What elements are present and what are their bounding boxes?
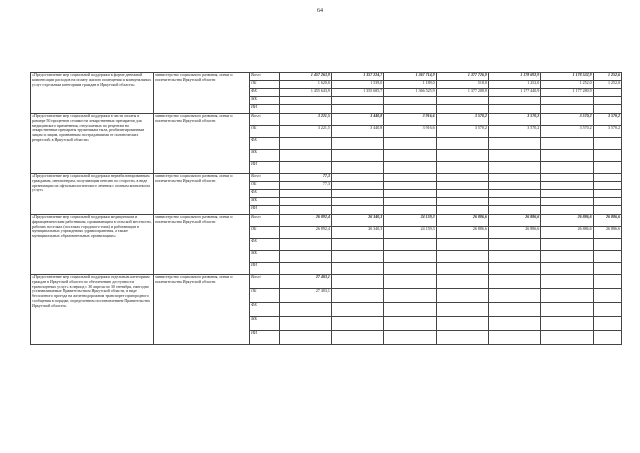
amount-cell [541,182,593,190]
amount-cell [541,150,593,162]
amount-cell [331,206,383,215]
amount-cell: 1 177 280,9 [541,89,593,97]
amount-cell [279,105,331,114]
amount-cell [331,251,383,263]
amount-cell [279,162,331,174]
amount-cell: 26 340,3 [331,215,383,227]
amount-cell: 3 570,2 [541,126,593,138]
amount-cell: 1 355 685,7 [331,89,383,97]
amount-cell [331,289,383,303]
amount-cell: 3 570,2 [593,126,621,138]
funding-source-cell: ФБ [250,89,279,97]
table-row [31,215,622,227]
amount-cell [436,206,488,215]
amount-cell [331,174,383,182]
amount-cell [436,289,488,303]
table-row [31,73,622,81]
funding-source-cell: ИИ [250,263,279,275]
amount-cell [279,138,331,150]
funding-source-cell: Всего [250,73,279,81]
amount-cell [279,239,331,251]
measure-description: «Предоставление мер социальной поддержки отдельным категориям граждан в Иркутской области по обеспечению доступности транспортных услуг» в период с 30 апреля по 30 сентября, ежегодно устанавливаемые Правительством Иркутской области, в виде бесплатного проезда на железнодорожном транспорте пригородного сообщения в порядке, определенном постановлением Правительства Иркутской области» [31,275,154,345]
amount-cell [593,275,621,289]
amount-cell: 27 403,1 [279,275,331,289]
amount-cell [384,182,436,190]
funding-source-cell: ИИ [250,206,279,215]
funding-source-cell: ОБ [250,182,279,190]
amount-cell [541,198,593,206]
amount-cell [279,150,331,162]
amount-cell [488,174,540,182]
amount-cell [593,331,621,345]
amount-cell [384,263,436,275]
amount-cell [436,162,488,174]
funding-source-cell: Всего [250,275,279,289]
amount-cell [488,331,540,345]
amount-cell [593,182,621,190]
executor-cell: министерство социального развития, опеки и попечительства Иркутской области [154,73,250,114]
amount-cell [541,162,593,174]
amount-cell [279,263,331,275]
amount-cell [488,150,540,162]
amount-cell: 26 886,6 [488,227,540,239]
amount-cell [541,190,593,198]
funding-source-cell: ОБ [250,81,279,89]
amount-cell [593,251,621,263]
amount-cell: 3 570,2 [436,126,488,138]
amount-cell: 24 159,3 [384,215,436,227]
amount-cell: 1 377 208,9 [436,89,488,97]
executor-cell: министерство социального развития, опеки и попечительства Иркутской области [154,275,250,345]
amount-cell: 3 916,6 [384,114,436,126]
amount-cell [541,239,593,251]
amount-cell: 1 252,0 [541,81,593,89]
amount-cell: 1 366 525,9 [384,89,436,97]
amount-cell [593,317,621,331]
measure-description: «Предоставление мер социальной поддержки медицинским и фармацевтическим работникам, проживающим в сельской местности, рабочих поселках (поселках городского типа) и работающим в муниципальных учреждениях здравоохранения, а также муниципальных образовательных организациях» [31,215,154,275]
funding-source-cell: ИИ [250,162,279,174]
amount-cell: 1 620,0 [279,81,331,89]
amount-cell: 26 340,3 [331,227,383,239]
amount-cell: 1 455 643,9 [279,89,331,97]
amount-cell [541,275,593,289]
amount-cell [279,317,331,331]
amount-cell: 3 440,8 [331,126,383,138]
amount-cell [384,174,436,182]
amount-cell [384,138,436,150]
funding-source-cell: ИИ [250,331,279,345]
funding-table [30,72,622,345]
amount-cell: 77,3 [279,174,331,182]
funding-source-cell: МБ [250,198,279,206]
amount-cell [384,190,436,198]
amount-cell [331,150,383,162]
amount-cell [384,275,436,289]
amount-cell [488,97,540,105]
amount-cell [436,190,488,198]
amount-cell [593,190,621,198]
amount-cell [488,206,540,215]
amount-cell [541,206,593,215]
amount-cell [331,162,383,174]
measure-description: «Предоставление мер социальной поддержки в части оплаты в размере 50 процентов стоимости лекарственных препаратов для медицинского применения, отпускаемых по рецептам на лекарственные препараты труженикам тыла, реабилитированным лицам и лицам, признанным пострадавшими от политических репрессий, в Иркутской области» [31,114,154,174]
funding-source-cell: Всего [250,114,279,126]
amount-cell [541,97,593,105]
amount-cell [331,105,383,114]
amount-cell [384,198,436,206]
amount-cell: 26 886,6 [541,227,593,239]
amount-cell [593,105,621,114]
funding-source-cell: ОБ [250,227,279,239]
amount-cell [436,317,488,331]
executor-cell: министерство социального развития, опеки и попечительства Иркутской области [154,114,250,174]
amount-cell [593,150,621,162]
amount-cell [436,97,488,105]
amount-cell [541,317,593,331]
funding-source-cell: ИИ [250,105,279,114]
amount-cell [384,105,436,114]
amount-cell [384,97,436,105]
amount-cell: 3 221,5 [279,126,331,138]
amount-cell [384,239,436,251]
amount-cell: 1 252,0 [488,81,540,89]
amount-cell: 1 178 692,9 [488,73,540,81]
amount-cell: 1 252,0 [593,81,621,89]
amount-cell [593,263,621,275]
amount-cell [279,190,331,198]
amount-cell [384,162,436,174]
amount-cell [593,289,621,303]
amount-cell [541,138,593,150]
amount-cell: 1 539,0 [331,81,383,89]
amount-cell [331,97,383,105]
amount-cell [279,206,331,215]
amount-cell [541,303,593,317]
funding-source-cell: ФБ [250,138,279,150]
funding-source-cell: ОБ [250,126,279,138]
amount-cell [488,303,540,317]
funding-source-cell: МБ [250,150,279,162]
amount-cell [384,303,436,317]
amount-cell [384,251,436,263]
amount-cell [488,182,540,190]
amount-cell [541,105,593,114]
funding-source-cell: ФБ [250,303,279,317]
amount-cell [331,190,383,198]
amount-cell [488,289,540,303]
amount-cell: 1 377 726,9 [436,73,488,81]
amount-cell [488,198,540,206]
amount-cell [279,97,331,105]
amount-cell [488,251,540,263]
amount-cell [331,331,383,345]
amount-cell [436,263,488,275]
amount-cell [384,289,436,303]
amount-cell [541,251,593,263]
amount-cell: 518,0 [436,81,488,89]
amount-cell [436,275,488,289]
amount-cell [593,206,621,215]
amount-cell: 77,3 [279,182,331,190]
amount-cell [488,162,540,174]
amount-cell [593,162,621,174]
page-number: 64 [317,8,323,14]
amount-cell [436,105,488,114]
amount-cell [279,303,331,317]
amount-cell [436,150,488,162]
amount-cell [279,198,331,206]
amount-cell: 26 886,6 [488,215,540,227]
amount-cell [436,174,488,182]
amount-cell [331,138,383,150]
amount-cell [541,289,593,303]
funding-source-cell: МБ [250,317,279,331]
amount-cell: 3 570,2 [488,126,540,138]
amount-cell: 3 916,6 [384,126,436,138]
amount-cell [384,206,436,215]
funding-source-cell: ФБ [250,239,279,251]
amount-cell [488,317,540,331]
amount-cell: 1 252,6 [593,73,621,81]
amount-cell [331,275,383,289]
amount-cell: 3 221,5 [279,114,331,126]
amount-cell: 26 886,6 [436,215,488,227]
amount-cell: 26 892,4 [279,227,331,239]
amount-cell [541,174,593,182]
amount-cell [331,182,383,190]
amount-cell: 3 440,8 [331,114,383,126]
amount-cell: 3 570,2 [436,114,488,126]
amount-cell [593,97,621,105]
amount-cell [331,303,383,317]
amount-cell [436,239,488,251]
amount-cell: 3 570,2 [593,114,621,126]
amount-cell [331,263,383,275]
amount-cell [279,331,331,345]
amount-cell [279,251,331,263]
amount-cell: 27 403,1 [279,289,331,303]
amount-cell [488,138,540,150]
amount-cell: 1 367 714,9 [384,73,436,81]
amount-cell [593,239,621,251]
amount-cell [436,182,488,190]
amount-cell: 24 159,3 [384,227,436,239]
amount-cell: 26 886,6 [593,227,621,239]
funding-source-cell: МБ [250,97,279,105]
amount-cell [593,174,621,182]
funding-source-cell: ФБ [250,190,279,198]
table-row [31,174,622,182]
amount-cell: 26 886,6 [593,215,621,227]
amount-cell: 26 892,4 [279,215,331,227]
amount-cell [488,190,540,198]
amount-cell [593,138,621,150]
amount-cell [436,198,488,206]
amount-cell [436,303,488,317]
executor-cell: министерство социального развития, опеки и попечительства Иркутской области [154,174,250,215]
amount-cell: 26 886,6 [436,227,488,239]
amount-cell [488,105,540,114]
amount-cell [593,198,621,206]
amount-cell: 3 570,2 [488,114,540,126]
amount-cell: 1 457 263,9 [279,73,331,81]
amount-cell [541,331,593,345]
funding-source-cell: Всего [250,215,279,227]
amount-cell: 1 189,0 [384,81,436,89]
funding-source-cell: Всего [250,174,279,182]
amount-cell [436,331,488,345]
amount-cell: 1 177 440,9 [488,89,540,97]
amount-cell [541,263,593,275]
amount-cell [331,317,383,331]
amount-cell [488,275,540,289]
table-row [31,275,622,289]
amount-cell: 26 886,6 [541,215,593,227]
funding-source-cell: МБ [250,251,279,263]
amount-cell [331,239,383,251]
amount-cell [593,89,621,97]
measure-description: «Предоставление мер социальной поддержки нереабилитированным гражданам, пенсионерам, получающим пенсию по старости, в виде организации их офтальмологического лечения с полным комплексом услуг» [31,174,154,215]
amount-cell [436,251,488,263]
amount-cell [436,138,488,150]
amount-cell [384,150,436,162]
amount-cell [593,303,621,317]
amount-cell: 1 178 532,9 [541,73,593,81]
amount-cell: 1 357 224,7 [331,73,383,81]
executor-cell: министерство социального развития, опеки и попечительства Иркутской области [154,215,250,275]
amount-cell: 3 570,2 [541,114,593,126]
amount-cell [384,317,436,331]
measure-description: «Предоставление мер социальной поддержки в форме денежной компенсации расходов на оплату жилого помещения и коммунальных услуг отдельным категориям граждан в Иркутской области» [31,73,154,114]
amount-cell [384,331,436,345]
amount-cell [488,239,540,251]
funding-source-cell: ОБ [250,289,279,303]
amount-cell [331,198,383,206]
table-row [31,114,622,126]
amount-cell [488,263,540,275]
